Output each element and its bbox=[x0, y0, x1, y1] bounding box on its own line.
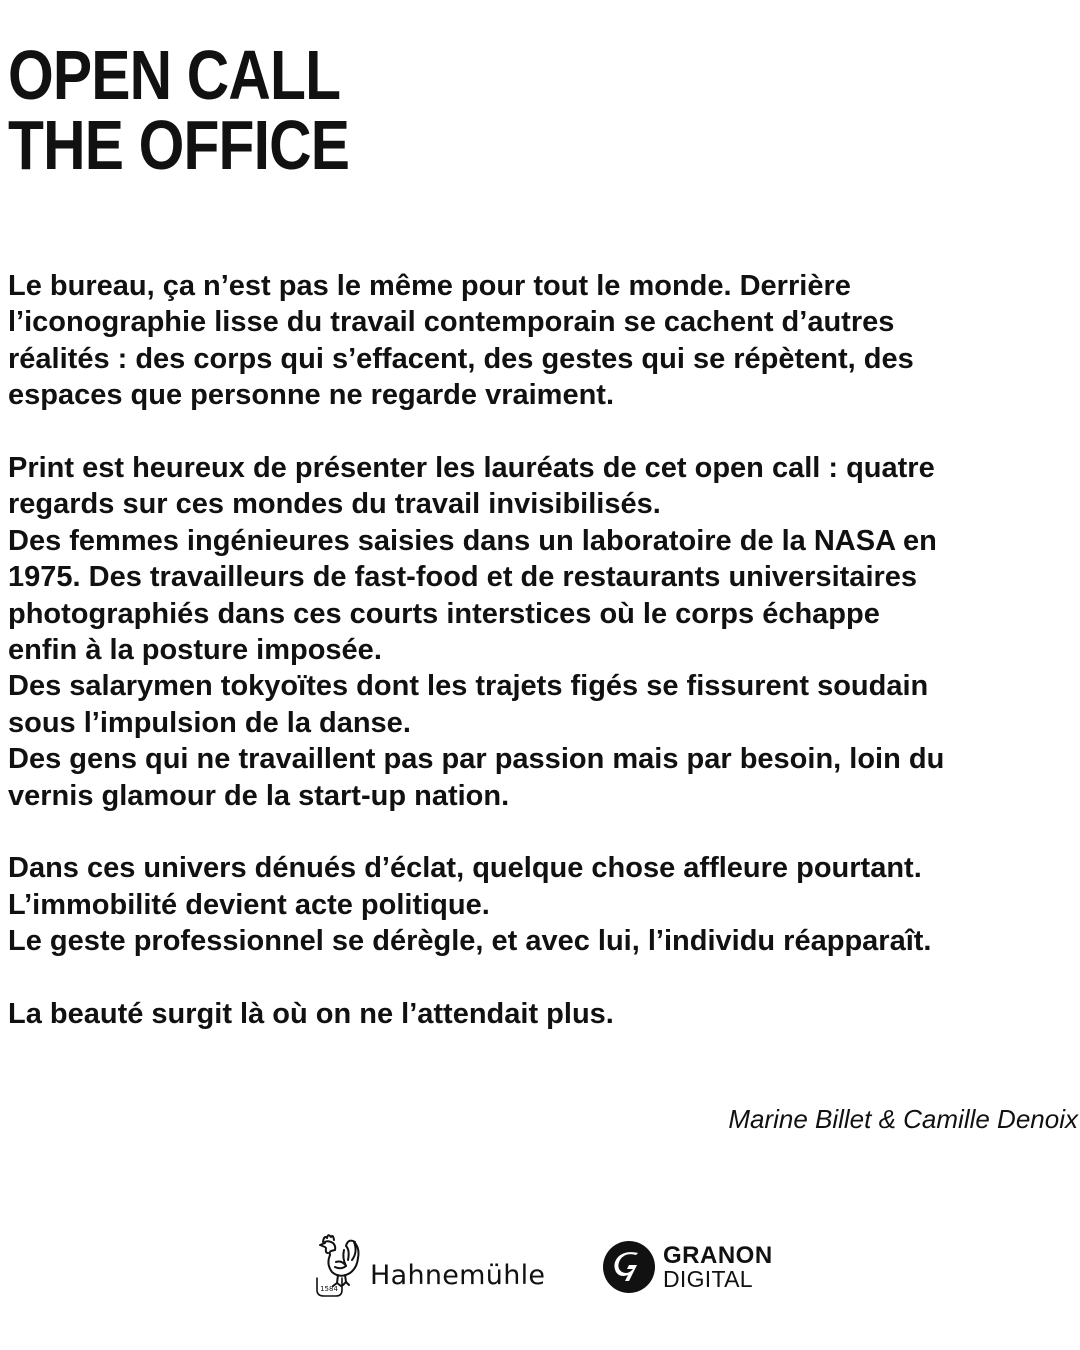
text-line: Print est heureux de présenter les lauréats de cet open call : quatre bbox=[8, 452, 935, 485]
granon-wordmark bbox=[663, 1242, 773, 1292]
paragraph-laureates bbox=[8, 450, 1078, 814]
text-line: enfin à la posture imposée. bbox=[8, 634, 382, 667]
hahnemuehle-year: 1584 bbox=[320, 1285, 338, 1293]
text-line: Des femmes ingénieures saisies dans un laboratoire de la NASA en bbox=[8, 524, 937, 557]
text-line: photographiés dans ces courts interstices où le corps échappe bbox=[8, 597, 880, 630]
text-line: Des salarymen tokyoïtes dont les trajets figés se fissurent soudain bbox=[8, 670, 929, 703]
text-line: La beauté surgit là où on ne l’attendait plus. bbox=[8, 998, 614, 1031]
granon-digital-logo bbox=[603, 1241, 803, 1295]
text-line: L’immobilité devient acte politique. bbox=[8, 888, 490, 921]
paragraph-closing bbox=[8, 996, 1078, 1032]
text-line: sous l’impulsion de la danse. bbox=[8, 706, 411, 739]
paragraph-universe bbox=[8, 850, 1078, 959]
text-line: 1975. Des travailleurs de fast-food et de restaurants universitaires bbox=[8, 561, 918, 594]
title-line-open-call: OPEN CALL bbox=[8, 36, 341, 114]
text-line: espaces que personne ne regarde vraiment. bbox=[8, 379, 615, 412]
text-line: Le bureau, ça n’est pas le même pour tout le monde. Derrière bbox=[8, 270, 851, 302]
signature: Marine Billet & Camille Denoix bbox=[728, 1104, 1078, 1134]
title-line-the-office: THE OFFICE bbox=[8, 106, 350, 184]
hahnemuehle-logo bbox=[314, 1230, 554, 1298]
text-line: Le geste professionnel se dérègle, et avec lui, l’individu réapparaît. bbox=[8, 925, 932, 958]
text-line: l’iconographie lisse du travail contemporain se cachent d’autres bbox=[8, 306, 895, 339]
granon-subtitle: DIGITAL bbox=[663, 1266, 753, 1292]
rooster-icon bbox=[314, 1230, 362, 1298]
granon-name: GRANON bbox=[663, 1242, 773, 1269]
paragraph-intro bbox=[8, 268, 1078, 414]
body-text bbox=[8, 268, 1078, 1032]
text-line: vernis glamour de la start-up nation. bbox=[8, 779, 510, 812]
text-line: Des gens qui ne travaillent pas par passion mais par besoin, loin du bbox=[8, 743, 945, 776]
text-line: Dans ces univers dénués d’éclat, quelque chose affleure pourtant. bbox=[8, 852, 922, 885]
sponsor-logos bbox=[0, 1228, 1080, 1300]
granon-g-icon bbox=[603, 1241, 655, 1293]
text-line: regards sur ces mondes du travail invisibilisés. bbox=[8, 488, 661, 521]
page-title bbox=[8, 36, 350, 184]
hahnemuehle-wordmark: Hahnemühle bbox=[370, 1260, 546, 1291]
text-line: réalités : des corps qui s’effacent, des gestes qui se répètent, des bbox=[8, 342, 914, 375]
